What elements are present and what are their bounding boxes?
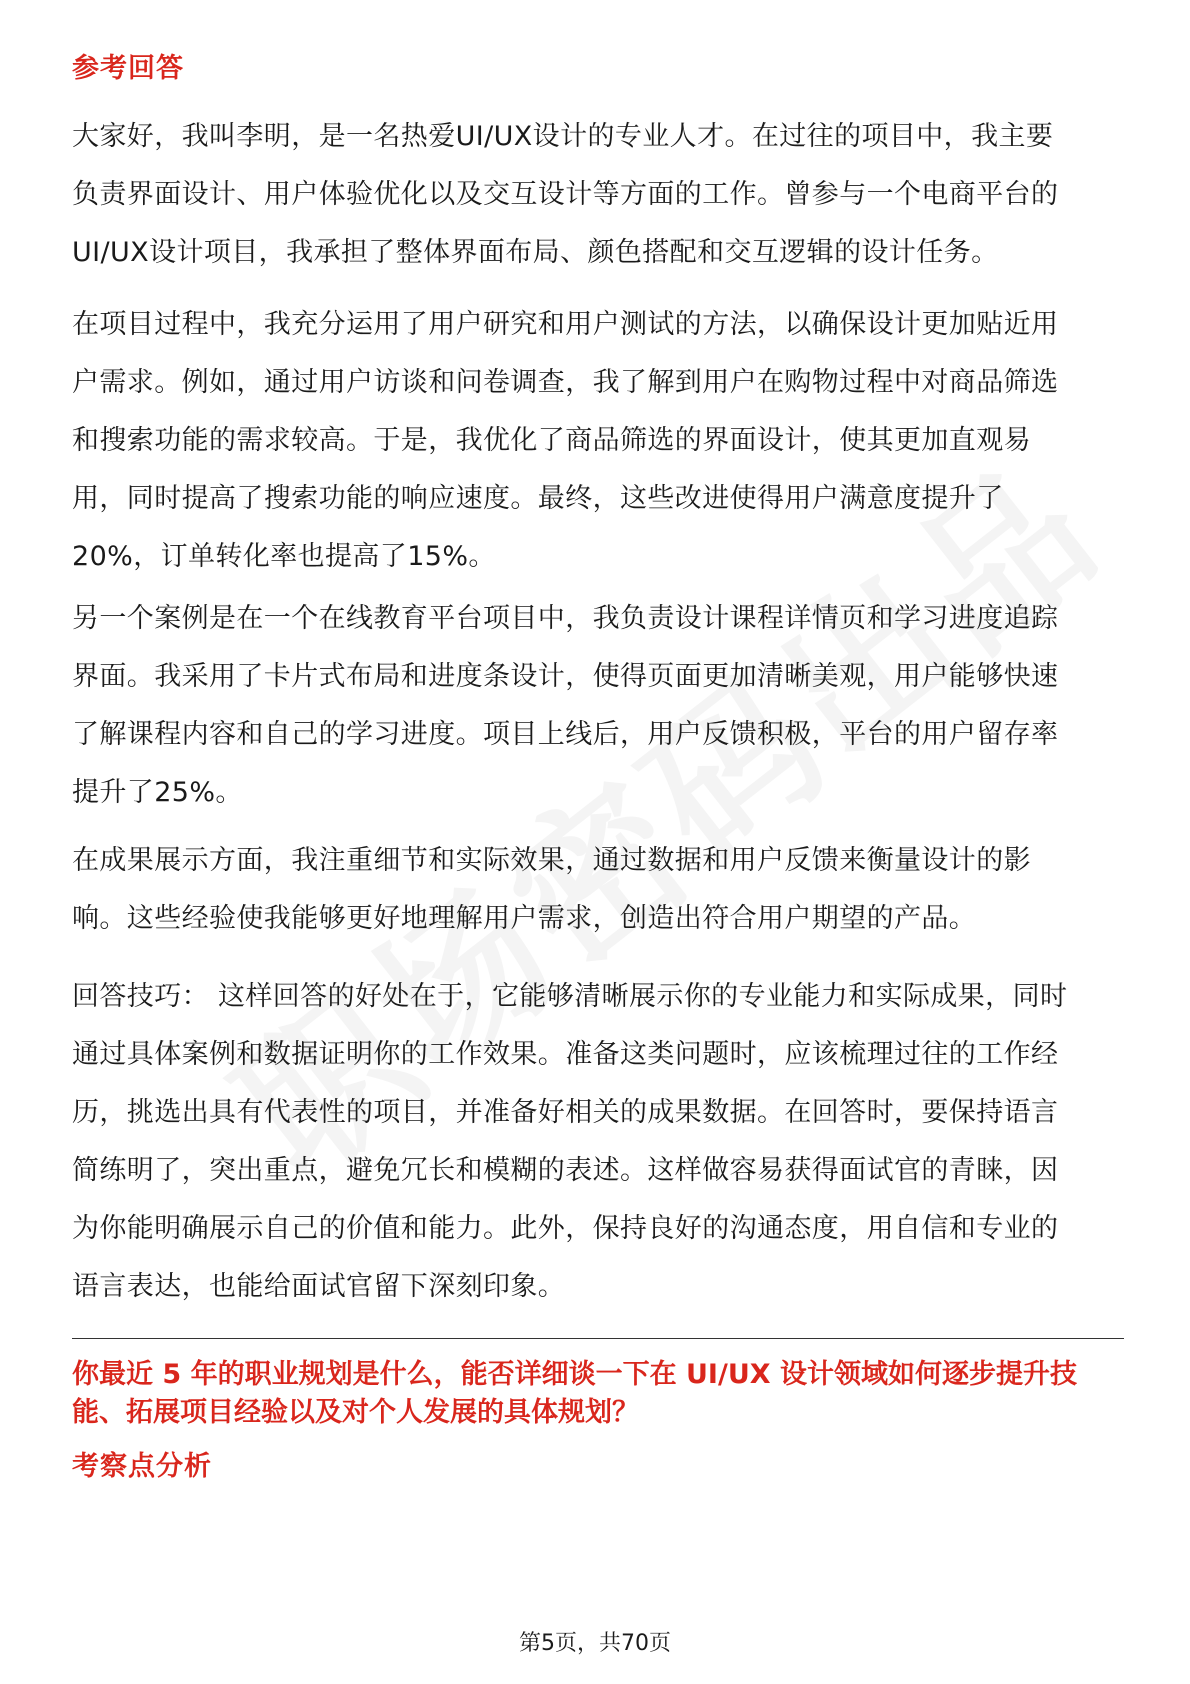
question-line: 你最近 5 年的职业规划是什么，能否详细谈一下在 UI/UX 设计领域如何逐步提升技 — [72, 1359, 1077, 1390]
page-footer: 第5页，共70页 — [519, 1631, 671, 1656]
paragraph-line: 通过具体案例和数据证明你的工作效果。准备这类问题时，应该梳理过往的工作经 — [72, 1039, 1059, 1070]
paragraph-line: 历，挑选出具有代表性的项目，并准备好相关的成果数据。在回答时，要保持语言 — [72, 1097, 1059, 1128]
paragraph-line: 在项目过程中，我充分运用了用户研究和用户测试的方法，以确保设计更加贴近用 — [72, 309, 1059, 340]
paragraph-education-case — [72, 590, 1124, 822]
paragraph-line: 语言表达，也能给面试官留下深刻印象。 — [72, 1271, 566, 1302]
paragraph-answer-tips — [72, 968, 1124, 1316]
paragraph-line: 用，同时提高了搜索功能的响应速度。最终，这些改进使得用户满意度提升了 — [72, 483, 1004, 514]
paragraph-intro — [72, 108, 1124, 282]
paragraph-line: 了解课程内容和自己的学习进度。项目上线后，用户反馈积极，平台的用户留存率 — [72, 719, 1059, 750]
paragraph-line: 响。这些经验使我能够更好地理解用户需求，创造出符合用户期望的产品。 — [72, 903, 977, 934]
paragraph-line: 界面。我采用了卡片式布局和进度条设计，使得页面更加清晰美观，用户能够快速 — [72, 661, 1059, 692]
paragraph-results — [72, 832, 1124, 948]
paragraph-line: 简练明了，突出重点，避免冗长和模糊的表述。这样做容易获得面试官的青睐，因 — [72, 1155, 1059, 1186]
paragraph-line: 回答技巧： 这样回答的好处在于，它能够清晰展示你的专业能力和实际成果，同时 — [72, 981, 1068, 1012]
paragraph-line: 20%，订单转化率也提高了15%。 — [72, 541, 496, 572]
section-divider — [72, 1338, 1124, 1339]
question-line: 能、拓展项目经验以及对个人发展的具体规划？ — [72, 1397, 639, 1428]
paragraph-line: 户需求。例如，通过用户访谈和问卷调查，我了解到用户在购物过程中对商品筛选 — [72, 367, 1059, 398]
paragraph-line: 为你能明确展示自己的价值和能力。此外，保持良好的沟通态度，用自信和专业的 — [72, 1213, 1059, 1244]
analysis-title: 考察点分析 — [72, 1451, 212, 1482]
paragraph-line: 在成果展示方面，我注重细节和实际效果，通过数据和用户反馈来衡量设计的影 — [72, 845, 1031, 876]
paragraph-line: UI/UX设计项目，我承担了整体界面布局、颜色搭配和交互逻辑的设计任务。 — [72, 237, 999, 268]
next-question — [72, 1356, 1124, 1432]
reference-answer-title: 参考回答 — [72, 53, 184, 84]
paragraph-line: 提升了25%。 — [72, 777, 243, 808]
paragraph-line: 另一个案例是在一个在线教育平台项目中，我负责设计课程详情页和学习进度追踪 — [72, 603, 1059, 634]
paragraph-line: 和搜索功能的需求较高。于是，我优化了商品筛选的界面设计，使其更加直观易 — [72, 425, 1031, 456]
paragraph-line: 负责界面设计、用户体验优化以及交互设计等方面的工作。曾参与一个电商平台的 — [72, 179, 1059, 210]
paragraph-ecommerce-case — [72, 296, 1124, 586]
paragraph-line: 大家好，我叫李明，是一名热爱UI/UX设计的专业人才。在过往的项目中，我主要 — [72, 121, 1054, 152]
